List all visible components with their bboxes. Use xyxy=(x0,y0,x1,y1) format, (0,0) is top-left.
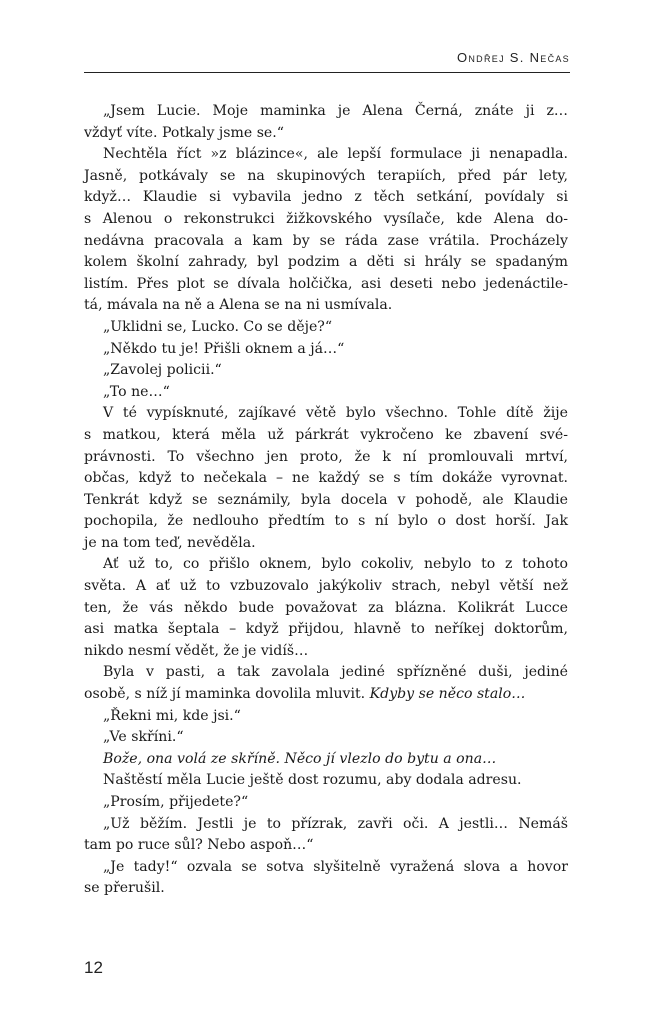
text-line-content: Naštěstí měla Lucie ještě dost rozumu, aby dodala adresu. xyxy=(103,772,522,789)
text-line-content: tá, mávala na ně a Alena se na ni usmívala. xyxy=(84,297,393,314)
body-text xyxy=(84,101,568,900)
text-line-content: „Jsem Lucie. Moje maminka je Alena Černá, znáte ji z… xyxy=(103,103,568,119)
text-line xyxy=(84,403,568,425)
text-line xyxy=(84,641,568,663)
text-line-content: s Alenou o rekonstrukci žižkovského vysílače, kde Alena do- xyxy=(84,210,568,227)
text-line-content: listím. Přes plot se dívala holčička, asi deseti nebo jedenáctile- xyxy=(84,275,568,292)
text-line xyxy=(84,576,568,598)
text-line-content: Jasně, potkávaly se na skupinových terapiích, před pár lety, xyxy=(84,167,568,184)
text-line xyxy=(84,209,568,231)
text-line xyxy=(84,295,568,317)
text-line-content: „Zavolej policii.“ xyxy=(103,362,222,379)
text-line xyxy=(84,706,568,728)
text-line xyxy=(84,727,568,749)
text-line-content: „Někdo tu je! Přišli oknem a já…“ xyxy=(103,340,345,357)
text-line-content: pochopila, že nedlouho předtím to s ní bylo o dost horší. Jak xyxy=(84,513,568,530)
text-line-content: „To ne…“ xyxy=(103,383,170,400)
text-line-content: „Řekni mi, kde jsi.“ xyxy=(103,707,241,724)
text-line-content: vždyť víte. Potkaly jsme se.“ xyxy=(84,124,284,141)
page-number: 12 xyxy=(84,958,103,977)
text-line xyxy=(84,835,568,857)
text-line-content: právnosti. To všechno jen proto, že k ní promlouvali mrtví, xyxy=(84,448,568,465)
text-line xyxy=(84,684,568,706)
text-line-content: se přerušil. xyxy=(84,880,165,897)
text-line xyxy=(84,187,568,209)
text-line-content: asi matka šeptala – když přijdou, hlavně to neříkej doktorům, xyxy=(84,621,568,638)
text-line xyxy=(84,857,568,879)
text-line-content: s matkou, která měla už párkrát vykročeno ke zbavení své- xyxy=(84,426,568,443)
text-line xyxy=(84,382,568,404)
text-line-content: osobě, s níž jí maminka dovolila mluvit. xyxy=(84,686,370,703)
text-line xyxy=(84,749,568,771)
text-line-content: „Už běžím. Jestli je to přízrak, zavři oči. A jestli… Nemáš xyxy=(103,815,568,832)
text-line xyxy=(84,662,568,684)
text-line-content: „Ve skříni.“ xyxy=(103,729,184,746)
text-line-content: nedávna pracovala a kam by se ráda zase vrátila. Procházely xyxy=(84,232,568,249)
text-line xyxy=(84,101,568,123)
header-author-name: Ondřej S. Nečas xyxy=(456,50,570,65)
text-line xyxy=(84,231,568,253)
text-line xyxy=(84,533,568,555)
text-line-content: Tenkrát když se seznámily, byla docela v pohodě, ale Klaudie xyxy=(84,491,568,508)
text-line-content: tam po ruce sůl? Nebo aspoň…“ xyxy=(84,837,314,854)
text-line xyxy=(84,425,568,447)
text-line xyxy=(84,447,568,469)
text-line-content: „Uklidni se, Lucko. Co se děje?“ xyxy=(103,318,333,335)
text-line-content: V té vypísknuté, zajíkavé větě bylo všechno. Tohle dítě žije xyxy=(103,405,568,422)
text-line xyxy=(84,468,568,490)
text-line-content: ten, že vás někdo bude považovat za blázna. Kolikrát Lucce xyxy=(84,599,568,616)
text-line-content: když… Klaudie si vybavila jedno z těch setkání, povídaly si xyxy=(84,189,568,206)
text-line-content: Ať už to, co přišlo oknem, bylo cokoliv, nebylo to z tohoto xyxy=(103,556,568,573)
text-line-content: občas, když to nečekala – ne každý se s tím dokáže vyrovnat. xyxy=(84,470,568,487)
text-line xyxy=(84,878,568,900)
text-line xyxy=(84,511,568,533)
text-line xyxy=(84,339,568,361)
text-line-content: světa. A ať už to vzbuzovalo jakýkoliv strach, nebyl větší než xyxy=(84,578,568,595)
text-line-content: nikdo nesmí vědět, že je vidíš… xyxy=(84,642,309,659)
text-line-content: Bože, ona volá ze skříně. Něco jí vlezlo do bytu a ona… xyxy=(103,750,497,767)
text-line xyxy=(84,360,568,382)
text-line-italic: Kdyby se něco stalo… xyxy=(369,686,526,703)
text-line-content: je na tom teď, nevěděla. xyxy=(84,534,256,551)
text-line-content: „Je tady!“ ozvala se sotva slyšitelně vyražená slova a hovor xyxy=(103,858,568,875)
text-line xyxy=(84,598,568,620)
text-line xyxy=(84,144,568,166)
text-line xyxy=(84,166,568,188)
text-line-content: kolem školní zahrady, byl podzim a děti si hrály se spadaným xyxy=(84,254,568,271)
text-line-content: „Prosím, přijedete?“ xyxy=(103,794,249,810)
text-line xyxy=(84,274,568,296)
text-line xyxy=(84,792,568,814)
text-line xyxy=(84,619,568,641)
text-line-content: Nechtěla říct »z blázince«, ale lepší formulace ji nenapadla. xyxy=(103,146,568,163)
text-line xyxy=(84,770,568,792)
text-line xyxy=(84,490,568,512)
text-line xyxy=(84,554,568,576)
text-line xyxy=(84,317,568,339)
text-line xyxy=(84,814,568,836)
text-line xyxy=(84,123,568,145)
running-header xyxy=(84,50,570,73)
text-line-content: Byla v pasti, a tak zavolala jediné spřízněné duši, jediné xyxy=(103,664,568,681)
text-line xyxy=(84,252,568,274)
